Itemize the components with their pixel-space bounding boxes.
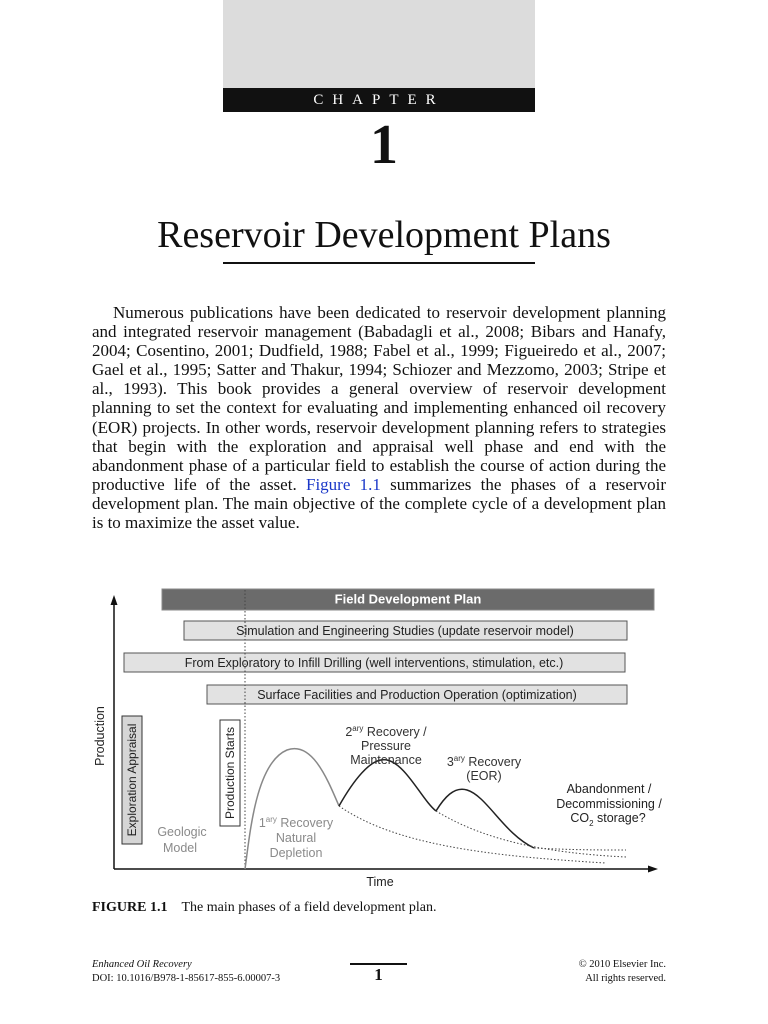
footer-right [579,958,666,986]
primary-recovery-text: Recovery [276,816,334,830]
y-axis-label: Production [93,706,107,766]
primary-natural-label: Natural [275,831,317,845]
figure-caption [92,899,436,917]
tertiary-recovery-label [447,754,522,769]
secondary-maintenance-label: Maintenance [350,753,422,767]
copyright: © 2010 Elsevier Inc. [578,959,666,970]
exploration-label: Exploration Appraisal [125,723,139,837]
drilling-label: From Exploratory to Infill Drilling (well interventions, stimulation, etc.) [184,656,564,670]
facilities-label: Surface Facilities and Production Operation (optimization) [257,688,577,702]
title-rule [223,262,535,264]
doi: DOI: 10.1016/B978-1-85617-855-6.00007-3 [92,973,281,984]
production-starts-label: Production Starts [223,726,237,820]
x-axis-label: Time [366,875,394,889]
abandonment-label-line1: Abandonment / [566,782,652,796]
y-axis-arrow-icon [111,595,118,605]
chapter-header-block [223,0,535,88]
abandonment-label-line3 [570,811,645,828]
rights: All rights reserved. [585,973,666,984]
simulation-label: Simulation and Engineering Studies (update reservoir model) [236,624,574,638]
co2-subscript: 2 [589,819,594,828]
book-title: Enhanced Oil Recovery [92,959,192,970]
tertiary-recovery-sup: ary [453,754,465,763]
co2-text: CO [570,811,590,825]
caption-label: FIGURE 1.1 [92,900,168,915]
primary-recovery-number: 1 [258,816,266,830]
secondary-recovery-number: 2 [345,725,353,739]
chapter-title: Reservoir Development Plans [157,214,611,256]
paragraph-text-end: summarizes the phases of a reservoir development plan. The main objective of the complete cycle of a development plan is to maximize the asset value. [92,474,666,533]
storage-text: storage? [593,811,646,825]
primary-depletion-label: Depletion [269,846,323,860]
page-number: 1 [374,965,383,984]
primary-recovery-label [259,815,334,830]
chapter-number: 1 [370,114,398,176]
secondary-recovery-text: Recovery / [363,725,427,739]
footer-left [92,958,280,986]
x-axis-arrow-icon [648,866,658,873]
secondary-pressure-label: Pressure [360,739,412,753]
tertiary-eor-label: (EOR) [466,769,502,783]
chapter-label: CHAPTER [223,88,535,112]
geologic-label-line1: Geologic [157,825,207,839]
primary-decline-dotted [339,806,606,863]
caption-text: The main phases of a field development plan. [181,900,437,915]
figure-link[interactable]: Figure 1.1 [305,474,381,494]
figure-development-phases [84,578,684,896]
body-paragraph [92,303,666,532]
field-plan-label: Field Development Plan [334,591,482,607]
paragraph-text-start: Numerous publications have been dedicated to reservoir development planning and integrated reservoir management (Babadagli et al., 2008; Bibars and Hanafy, 2004; Cosentino, 2001; Dudfield, 1988; Fabel et al., 1999; Figueiredo et al., 2007; Gael et al., 1995; Satter and Thakur, 1994; Schiozer and Mezzomo, 2003; Stripe et al., 1993). This book provides a general overview of reservoir development planning to set the context for evaluating and implementing enhanced oil recovery (EOR) projects. In other words, reservoir development planning refers to strategies that begin with the exploration and appraisal well phase and end with the abandonment phase of a particular field to establish the course of action during the productive life of the asset. [92,303,666,494]
figure-diagram [84,578,684,896]
geologic-label-line2: Model [162,841,198,855]
tertiary-recovery-text: Recovery [464,755,522,769]
primary-recovery-sup: ary [265,815,277,824]
tertiary-recovery-curve [436,789,534,848]
secondary-recovery-curve [339,760,436,811]
abandonment-label-line2: Decommissioning / [556,797,662,811]
secondary-recovery-label [345,724,427,739]
tertiary-recovery-number: 3 [446,755,454,769]
secondary-recovery-sup: ary [352,724,364,733]
